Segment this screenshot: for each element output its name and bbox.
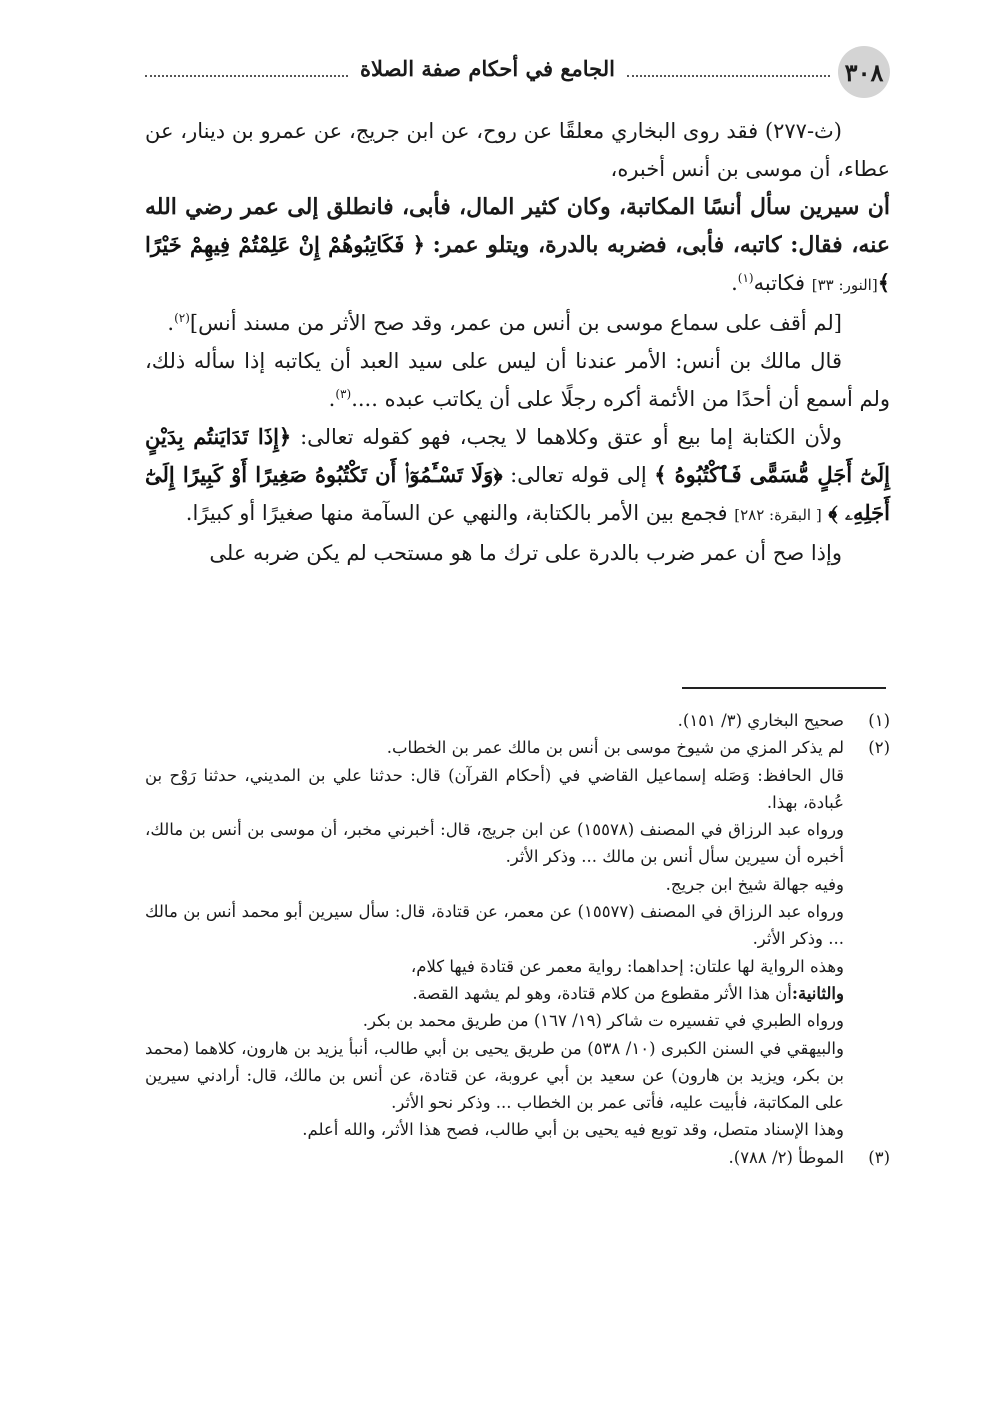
dotted-leader-right [627, 75, 830, 77]
book-title: الجامع في أحكام صفة الصلاة [360, 56, 615, 81]
footnote-2-number: (٢) [868, 738, 890, 758]
footnote-2-line-6: وهذه الرواية لها علتان: إحداهما: رواية معمر عن قتادة فيها كلام، [410, 956, 844, 976]
running-head [145, 56, 830, 81]
footnote-2-line-5: ورواه عبد الرزاق في المصنف (١٥٥٧٧) عن معمر، عن قتادة، قال: سأل سيرين أبو محمد أنس بن مالك ... وذكر الأثر. [145, 902, 844, 949]
paragraph-5-text-c: فجمع بين الأمر بالكتابة، والنهي عن السآمة منها صغيرًا أو كبيرًا. [185, 501, 728, 525]
footnote-2-line-7 [145, 980, 844, 1007]
paragraph-2 [145, 188, 890, 304]
paragraph-4 [145, 342, 890, 418]
paragraph-5-text-b: إلى قوله تعالى: [510, 463, 647, 487]
footnote-separator [682, 687, 886, 689]
footnote-ref-1[interactable]: (١) [737, 271, 754, 285]
paragraph-3 [145, 304, 890, 342]
footnote-2-line-10: وهذا الإسناد متصل، وقد توبع فيه يحيى بن أبي طالب، فصح هذا الأثر، والله أعلم. [302, 1120, 844, 1140]
footnote-2 [145, 734, 890, 1143]
paragraph-6-text: وإذا صح أن عمر ضرب بالدرة على ترك ما هو مستحب لم يكن ضربه على [209, 541, 842, 565]
paragraph-1-text: (ث-٢٧٧) فقد روى البخاري معلقًا عن روح، عن ابن جريج، عن عمرو بن دينار، عن عطاء، أن موسى بن أنس أخبره، [145, 119, 890, 181]
footnote-3-text: الموطأ (٢/ ٧٨٨). [728, 1147, 844, 1167]
footnote-2-line-2: قال الحافظ: وَصَله إسماعيل القاضي في (أحكام القرآن) قال: حدثنا علي بن المديني، حدثنا رَوْح بن عُبادة، بهذا. [145, 765, 844, 812]
verse-citation-2: [ البقرة: ٢٨٢] [734, 506, 822, 524]
paragraph-4-period: . [328, 387, 336, 411]
footnote-2-line-8: ورواه الطبري في تفسيره ت شاكر (١٩/ ١٦٧) من طريق محمد بن بكر. [362, 1011, 844, 1031]
quran-verse-2: ﴿إِذَا تَدَايَنتُم بِدَيْنٍ إِلَىٰٓ أَجَلٍ مُّسَمًّى فَٱكْتُبُوهُ ﴾ [145, 424, 890, 487]
footnote-3 [145, 1144, 890, 1171]
footnote-2-line-9: والبيهقي في السنن الكبرى (١٠/ ٥٣٨) من طريق يحيى بن أبي طالب، أنبأ يزيد بن هارون، كلاهما (محمد بن بكر، ويزيد بن هارون) عن سعيد بن أبي عروبة، عن قتادة، عن أنس بن مالك، قال: أرادني سيرين على المكاتبة، فأبيت عليه، فأتى عمر بن الخطاب ... وذكر نحو الأثر. [145, 1038, 844, 1113]
quran-verse-3: ﴿وَلَا تَسْـَٔمُوٓا۟ أَن تَكْتُبُوهُ صَغِيرًا أَوْ كَبِيرًا إِلَىٰٓ أَجَلِهِۦ ﴾ [145, 462, 890, 525]
footnote-ref-2[interactable]: (٢) [174, 311, 190, 325]
dotted-leader-left [145, 75, 348, 77]
page-header [145, 44, 890, 104]
paragraph-4-text: قال مالك بن أنس: الأمر عندنا أن ليس على سيد العبد أن يكاتبه إذا سأله ذلك، ولم أسمع أن أحدًا من الأئمة أكره رجلًا على أن يكاتب عبده .... [145, 349, 890, 411]
footnotes [145, 707, 890, 1171]
verse-citation-1: [النور: ٣٣] [811, 276, 878, 294]
athar-text: أن سيرين سأل أنسًا المكاتبة، وكان كثير المال، فأبى، فانطلق إلى عمر رضي الله عنه، فقال: كاتبه، فأبى، فضربه بالدرة، ويتلو عمر: [145, 194, 890, 258]
paragraph-1 [145, 112, 890, 188]
page-number-badge [838, 46, 890, 98]
paragraph-3-period: . [167, 311, 175, 335]
footnote-2-line-7-text: أن هذا الأثر مقطوع من كلام قتادة، وهو لم يشهد القصة. [412, 983, 792, 1003]
footnote-ref-3[interactable]: (٣) [335, 387, 352, 401]
footnote-1 [145, 707, 890, 734]
footnote-2-line-4: وفيه جهالة شيخ ابن جريج. [665, 874, 844, 894]
footnote-3-number: (٣) [868, 1147, 890, 1167]
paragraph-5 [145, 418, 890, 534]
paragraph-5-text-a: ولأن الكتابة إما بيع أو عتق وكلاهما لا يجب، فهو كقوله تعالى: [300, 425, 843, 449]
footnote-2-second-label: والثانية: [791, 983, 844, 1003]
paragraph-3-text: [لم أقف على سماع موسى بن أنس من عمر، وقد صح الأثر من مسند أنس] [189, 311, 842, 335]
footnote-2-line-3: ورواه عبد الرزاق في المصنف (١٥٥٧٨) عن ابن جريج، قال: أخبرني مخبر، أن موسى بن أنس بن مالك، أخبره أن سيرين سأل أنس بن مالك ... وذكر الأثر. [145, 820, 844, 867]
paragraph-6 [145, 534, 890, 572]
footnote-2-line-1: لم يذكر المزي من شيوخ موسى بن أنس بن مالك عمر بن الخطاب. [386, 738, 844, 758]
page-number: ٣٠٨ [844, 57, 884, 87]
paragraph-2-end: فكاتبه [753, 271, 806, 295]
paragraph-2-period: . [731, 271, 738, 295]
footnote-1-number: (١) [868, 711, 890, 730]
quran-verse-1: ﴿ فَكَاتِبُوهُمْ إِنْ عَلِمْتُمْ فِيهِمْ خَيْرًا ﴾ [145, 232, 890, 295]
footnote-1-text: صحيح البخاري (٣/ ١٥١). [677, 711, 844, 730]
main-text [145, 112, 890, 572]
